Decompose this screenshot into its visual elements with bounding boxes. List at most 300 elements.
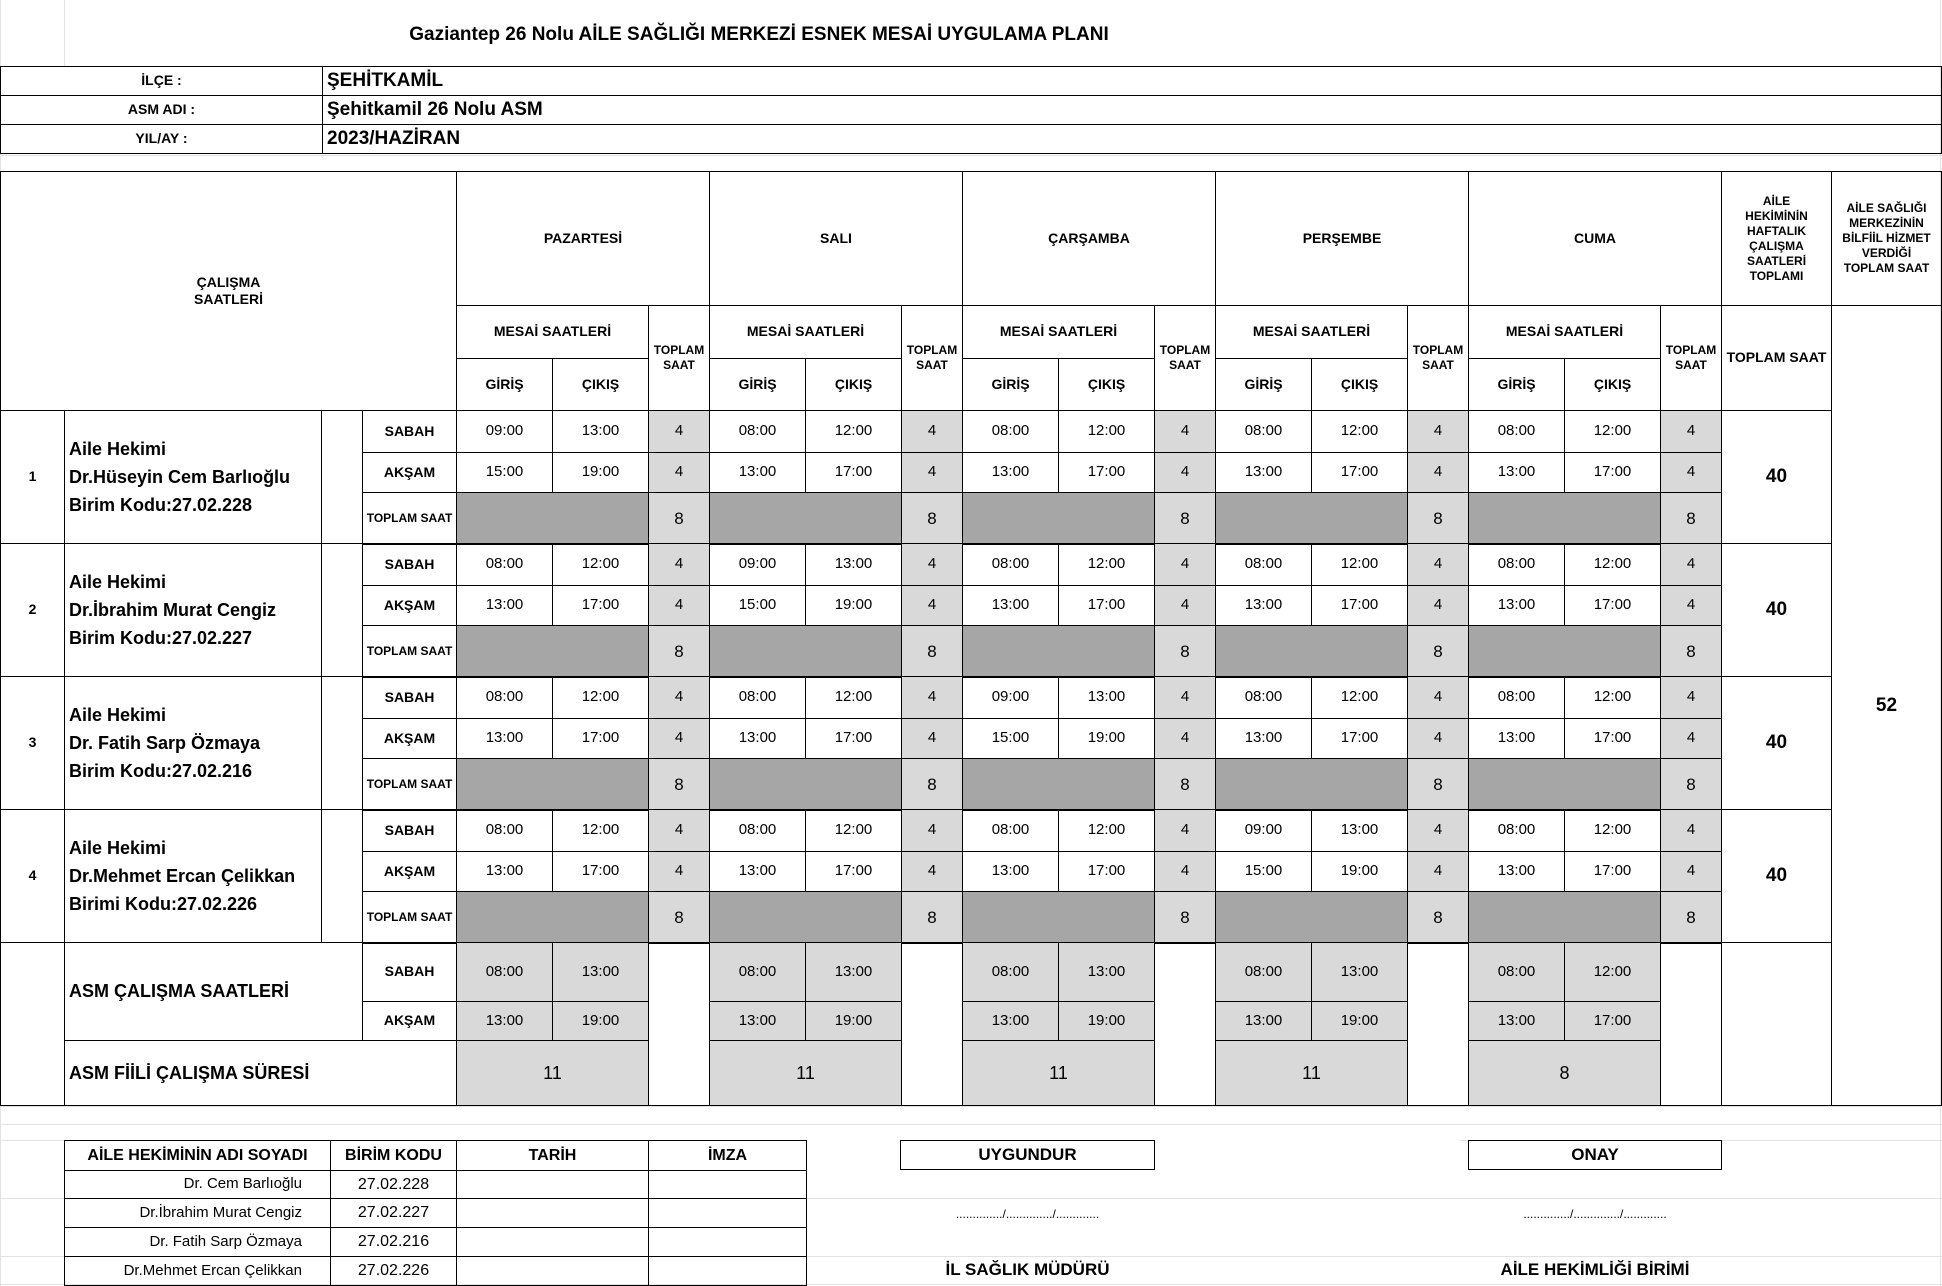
shaded-cell xyxy=(1468,891,1661,944)
day-total: 8 xyxy=(1407,891,1469,944)
calisma-saatleri-header: ÇALIŞMA SAATLERİ xyxy=(0,171,457,411)
time-out: 17:00 xyxy=(1311,452,1408,493)
empty-cell xyxy=(321,676,363,810)
gridline xyxy=(0,1124,1942,1125)
time-out: 12:00 xyxy=(552,676,649,719)
time-out: 13:00 xyxy=(1311,809,1408,852)
cikis-header: ÇIKIŞ xyxy=(1564,358,1661,411)
hours-total: 4 xyxy=(1407,809,1469,852)
signature-imza-cell[interactable] xyxy=(648,1170,807,1199)
day-total: 8 xyxy=(1660,625,1722,678)
mesai-saatleri-header: MESAİ SAATLERİ xyxy=(1468,305,1661,359)
day-total: 8 xyxy=(901,891,963,944)
toplam-saat-header: TOPLAM SAAT xyxy=(1407,305,1469,411)
giris-header: GİRİŞ xyxy=(456,358,553,411)
shaded-cell xyxy=(962,492,1155,545)
hours-total: 4 xyxy=(648,809,710,852)
gridline xyxy=(0,155,1942,156)
time-in: 13:00 xyxy=(709,851,806,892)
doctor-name: Dr.İbrahim Murat Cengiz xyxy=(69,600,277,620)
toplam-saat-label: TOPLAM SAAT xyxy=(362,758,457,811)
doctor-code: Birim Kodu:27.02.227 xyxy=(69,628,253,648)
shaded-cell xyxy=(456,891,649,944)
hours-total: 4 xyxy=(1660,718,1722,759)
hours-total: 4 xyxy=(1660,585,1722,626)
asm-total-value: 52 xyxy=(1831,305,1942,1106)
time-in: 08:00 xyxy=(1468,543,1565,586)
hours-total: 4 xyxy=(1660,452,1722,493)
mesai-saatleri-header: MESAİ SAATLERİ xyxy=(962,305,1155,359)
sabah-label: SABAH xyxy=(362,942,457,1002)
signature-doctor-name: Dr. Cem Barlıoğlu xyxy=(64,1170,331,1199)
aksam-label: AKŞAM xyxy=(362,452,457,493)
time-in: 08:00 xyxy=(709,809,806,852)
time-in: 08:00 xyxy=(1468,809,1565,852)
doctor-title: Aile Hekimi xyxy=(69,439,167,459)
onay-header: ONAY xyxy=(1468,1140,1722,1170)
doctor-number: 2 xyxy=(0,543,65,677)
il-saglik-muduru: İL SAĞLIK MÜDÜRÜ xyxy=(945,1260,1110,1280)
time-in: 13:00 xyxy=(1215,585,1312,626)
weekly-total-value: 40 xyxy=(1721,543,1832,677)
gridline xyxy=(0,1140,64,1141)
time-out: 12:00 xyxy=(805,676,902,719)
hours-total: 4 xyxy=(1660,410,1722,453)
time-out: 17:00 xyxy=(805,452,902,493)
aile-hekimligi-birimi: AİLE HEKİMLİĞİ BİRİMİ xyxy=(1500,1260,1690,1280)
time-in: 15:00 xyxy=(456,452,553,493)
time-out: 17:00 xyxy=(805,851,902,892)
shaded-cell xyxy=(456,625,649,678)
hours-total: 4 xyxy=(1660,809,1722,852)
time-in: 13:00 xyxy=(962,452,1059,493)
asm-time-out: 13:00 xyxy=(805,942,902,1002)
asm-time-out: 19:00 xyxy=(1058,1001,1155,1041)
asm-time-out: 13:00 xyxy=(1311,942,1408,1002)
time-in: 13:00 xyxy=(1468,585,1565,626)
day-header: PAZARTESİ xyxy=(456,171,710,306)
aksam-label: AKŞAM xyxy=(362,585,457,626)
time-in: 13:00 xyxy=(1468,718,1565,759)
empty-cell xyxy=(1407,942,1469,1106)
hours-total: 4 xyxy=(901,585,963,626)
time-out: 17:00 xyxy=(1058,851,1155,892)
asm-actual-value: 11 xyxy=(962,1040,1155,1106)
time-in: 15:00 xyxy=(962,718,1059,759)
doctor-info xyxy=(64,543,322,677)
asm-time-in: 08:00 xyxy=(1468,942,1565,1002)
aksam-label: AKŞAM xyxy=(362,1001,457,1041)
time-in: 13:00 xyxy=(1215,718,1312,759)
time-in: 08:00 xyxy=(1468,676,1565,719)
time-out: 12:00 xyxy=(1311,676,1408,719)
day-total: 8 xyxy=(1154,758,1216,811)
shaded-cell xyxy=(1468,492,1661,545)
empty-cell xyxy=(321,410,363,544)
sabah-label: SABAH xyxy=(362,410,457,453)
hours-total: 4 xyxy=(901,676,963,719)
hours-total: 4 xyxy=(1154,718,1216,759)
time-in: 08:00 xyxy=(962,543,1059,586)
time-out: 12:00 xyxy=(1058,410,1155,453)
shaded-cell xyxy=(962,758,1155,811)
hours-total: 4 xyxy=(1407,718,1469,759)
time-out: 17:00 xyxy=(1564,452,1661,493)
asm-time-out: 13:00 xyxy=(552,942,649,1002)
signature-date-cell[interactable] xyxy=(456,1256,649,1286)
info-value: Şehitkamil 26 Nolu ASM xyxy=(322,95,1942,125)
day-total: 8 xyxy=(1407,625,1469,678)
signature-imza-cell[interactable] xyxy=(648,1256,807,1286)
sabah-label: SABAH xyxy=(362,543,457,586)
hours-total: 4 xyxy=(1154,676,1216,719)
signature-header: TARİH xyxy=(456,1140,649,1171)
aksam-label: AKŞAM xyxy=(362,718,457,759)
shaded-cell xyxy=(709,891,902,944)
shaded-cell xyxy=(1215,492,1408,545)
day-header: PERŞEMBE xyxy=(1215,171,1469,306)
shaded-cell xyxy=(1215,625,1408,678)
sabah-label: SABAH xyxy=(362,676,457,719)
day-total: 8 xyxy=(1660,891,1722,944)
time-out: 12:00 xyxy=(805,809,902,852)
time-out: 17:00 xyxy=(1058,585,1155,626)
day-total: 8 xyxy=(648,891,710,944)
signature-date-cell[interactable] xyxy=(456,1170,649,1199)
onay-date-line: ............../............../............. xyxy=(1523,1206,1667,1221)
asm-actual-value: 11 xyxy=(709,1040,902,1106)
hours-total: 4 xyxy=(648,452,710,493)
time-out: 17:00 xyxy=(1564,585,1661,626)
mesai-saatleri-header: MESAİ SAATLERİ xyxy=(709,305,902,359)
time-in: 15:00 xyxy=(709,585,806,626)
day-total: 8 xyxy=(648,625,710,678)
time-in: 08:00 xyxy=(1215,676,1312,719)
shaded-cell xyxy=(962,891,1155,944)
time-out: 12:00 xyxy=(1311,543,1408,586)
asm-time-out: 19:00 xyxy=(552,1001,649,1041)
asm-fiili-label: ASM FİİLİ ÇALIŞMA SÜRESİ xyxy=(64,1040,457,1106)
time-in: 09:00 xyxy=(962,676,1059,719)
hours-total: 4 xyxy=(1660,676,1722,719)
hours-total: 4 xyxy=(648,410,710,453)
time-out: 17:00 xyxy=(552,718,649,759)
empty-cell xyxy=(1721,942,1832,1106)
time-out: 17:00 xyxy=(1564,718,1661,759)
doctor-name: Dr. Fatih Sarp Özmaya xyxy=(69,733,261,753)
info-value: 2023/HAZİRAN xyxy=(322,124,1942,154)
asm-time-in: 08:00 xyxy=(709,942,806,1002)
time-out: 13:00 xyxy=(552,410,649,453)
time-out: 12:00 xyxy=(552,543,649,586)
signature-birim-kodu: 27.02.216 xyxy=(330,1227,457,1257)
asm-time-in: 13:00 xyxy=(1215,1001,1312,1041)
day-total: 8 xyxy=(1407,492,1469,545)
asm-actual-value: 11 xyxy=(1215,1040,1408,1106)
empty-cell xyxy=(321,543,363,677)
doctor-title: Aile Hekimi xyxy=(69,705,167,725)
time-in: 15:00 xyxy=(1215,851,1312,892)
time-out: 19:00 xyxy=(552,452,649,493)
time-out: 19:00 xyxy=(1311,851,1408,892)
day-total: 8 xyxy=(648,492,710,545)
time-out: 13:00 xyxy=(805,543,902,586)
day-header: SALI xyxy=(709,171,963,306)
asm-time-in: 13:00 xyxy=(709,1001,806,1041)
asm-actual-value: 8 xyxy=(1468,1040,1661,1106)
toplam-saat-label: TOPLAM SAAT xyxy=(362,625,457,678)
time-out: 12:00 xyxy=(805,410,902,453)
day-total: 8 xyxy=(1154,492,1216,545)
hours-total: 4 xyxy=(648,676,710,719)
weekly-total-subheader: TOPLAM SAAT xyxy=(1721,305,1832,411)
day-total: 8 xyxy=(1154,891,1216,944)
asm-time-in: 08:00 xyxy=(1215,942,1312,1002)
asm-actual-value: 11 xyxy=(456,1040,649,1106)
toplam-saat-header: TOPLAM SAAT xyxy=(648,305,710,411)
time-out: 17:00 xyxy=(1311,718,1408,759)
time-in: 13:00 xyxy=(456,718,553,759)
day-header: ÇARŞAMBA xyxy=(962,171,1216,306)
hours-total: 4 xyxy=(1407,851,1469,892)
empty-cell xyxy=(321,809,363,943)
time-in: 13:00 xyxy=(709,452,806,493)
cikis-header: ÇIKIŞ xyxy=(1058,358,1155,411)
doctor-number: 1 xyxy=(0,410,65,544)
cikis-header: ÇIKIŞ xyxy=(1311,358,1408,411)
empty-cell xyxy=(0,942,65,1106)
hours-total: 4 xyxy=(648,585,710,626)
shaded-cell xyxy=(1215,891,1408,944)
signature-birim-kodu: 27.02.226 xyxy=(330,1256,457,1286)
hours-total: 4 xyxy=(1660,851,1722,892)
toplam-saat-header: TOPLAM SAAT xyxy=(901,305,963,411)
time-in: 08:00 xyxy=(1215,543,1312,586)
giris-header: GİRİŞ xyxy=(962,358,1059,411)
time-out: 12:00 xyxy=(1564,410,1661,453)
empty-cell xyxy=(1154,942,1216,1106)
time-in: 13:00 xyxy=(1468,452,1565,493)
toplam-saat-label: TOPLAM SAAT xyxy=(362,891,457,944)
signature-imza-cell[interactable] xyxy=(648,1198,807,1228)
hours-total: 4 xyxy=(901,718,963,759)
shaded-cell xyxy=(709,492,902,545)
time-out: 17:00 xyxy=(1058,452,1155,493)
hours-total: 4 xyxy=(901,452,963,493)
cikis-header: ÇIKIŞ xyxy=(552,358,649,411)
time-in: 08:00 xyxy=(456,676,553,719)
shaded-cell xyxy=(1468,758,1661,811)
time-in: 09:00 xyxy=(709,543,806,586)
shaded-cell xyxy=(456,758,649,811)
signature-doctor-name: Dr. Fatih Sarp Özmaya xyxy=(64,1227,331,1257)
info-label: YIL/AY : xyxy=(0,124,323,154)
doctor-name: Dr.Hüseyin Cem Barlıoğlu xyxy=(69,467,291,487)
time-out: 19:00 xyxy=(805,585,902,626)
time-out: 12:00 xyxy=(1058,543,1155,586)
time-out: 13:00 xyxy=(1058,676,1155,719)
time-in: 13:00 xyxy=(456,585,553,626)
hours-total: 4 xyxy=(648,718,710,759)
time-in: 08:00 xyxy=(456,809,553,852)
asm-time-out: 12:00 xyxy=(1564,942,1661,1002)
time-out: 12:00 xyxy=(1058,809,1155,852)
shaded-cell xyxy=(962,625,1155,678)
signature-date-cell[interactable] xyxy=(456,1227,649,1257)
hours-total: 4 xyxy=(1660,543,1722,586)
doctor-code: Birim Kodu:27.02.228 xyxy=(69,495,253,515)
signature-birim-kodu: 27.02.227 xyxy=(330,1198,457,1228)
time-in: 13:00 xyxy=(709,718,806,759)
time-in: 13:00 xyxy=(1215,452,1312,493)
time-in: 08:00 xyxy=(962,410,1059,453)
time-in: 08:00 xyxy=(962,809,1059,852)
shaded-cell xyxy=(1468,625,1661,678)
doctor-code: Birim Kodu:27.02.216 xyxy=(69,761,253,781)
doctor-code: Birimi Kodu:27.02.226 xyxy=(69,894,258,914)
asm-time-in: 13:00 xyxy=(1468,1001,1565,1041)
doctor-title: Aile Hekimi xyxy=(69,572,167,592)
aksam-label: AKŞAM xyxy=(362,851,457,892)
shaded-cell xyxy=(709,758,902,811)
asm-time-in: 08:00 xyxy=(962,942,1059,1002)
hours-total: 4 xyxy=(901,809,963,852)
shaded-cell xyxy=(1215,758,1408,811)
shaded-cell xyxy=(456,492,649,545)
time-in: 08:00 xyxy=(709,410,806,453)
asm-total-header: AİLE SAĞLIĞI MERKEZİNİN BİLFİİL HİZMET VERDİĞİ TOPLAM SAAT xyxy=(1831,171,1942,306)
asm-time-in: 13:00 xyxy=(456,1001,553,1041)
signature-header: İMZA xyxy=(648,1140,807,1171)
time-in: 13:00 xyxy=(962,585,1059,626)
time-in: 09:00 xyxy=(456,410,553,453)
info-value: ŞEHİTKAMİL xyxy=(322,66,1942,96)
hours-total: 4 xyxy=(901,410,963,453)
toplam-saat-header: TOPLAM SAAT xyxy=(1154,305,1216,411)
cikis-header: ÇIKIŞ xyxy=(805,358,902,411)
gridline xyxy=(0,1106,1942,1107)
hours-total: 4 xyxy=(648,851,710,892)
day-total: 8 xyxy=(1660,758,1722,811)
time-in: 08:00 xyxy=(1215,410,1312,453)
day-total: 8 xyxy=(1154,625,1216,678)
empty-cell xyxy=(1660,942,1722,1106)
uygundur-date-line: ............../............../............. xyxy=(955,1206,1100,1221)
time-in: 08:00 xyxy=(456,543,553,586)
signature-doctor-name: Dr.İbrahim Murat Cengiz xyxy=(64,1198,331,1228)
time-out: 12:00 xyxy=(552,809,649,852)
time-in: 13:00 xyxy=(1468,851,1565,892)
empty-cell xyxy=(648,942,710,1106)
hours-total: 4 xyxy=(1407,543,1469,586)
day-total: 8 xyxy=(901,625,963,678)
asm-calisma-label: ASM ÇALIŞMA SAATLERİ xyxy=(64,942,363,1041)
doctor-info xyxy=(64,676,322,810)
asm-time-out: 19:00 xyxy=(1311,1001,1408,1041)
giris-header: GİRİŞ xyxy=(1215,358,1312,411)
info-label: ASM ADI : xyxy=(0,95,323,125)
signature-imza-cell[interactable] xyxy=(648,1227,807,1257)
hours-total: 4 xyxy=(1154,585,1216,626)
day-total: 8 xyxy=(901,492,963,545)
asm-time-out: 13:00 xyxy=(1058,942,1155,1002)
time-out: 17:00 xyxy=(552,585,649,626)
weekly-total-header: AİLE HEKİMİNİN HAFTALIK ÇALIŞMA SAATLERİ TOPLAMI xyxy=(1721,171,1832,306)
time-out: 17:00 xyxy=(552,851,649,892)
day-header: CUMA xyxy=(1468,171,1722,306)
time-in: 13:00 xyxy=(456,851,553,892)
day-total: 8 xyxy=(1660,492,1722,545)
hours-total: 4 xyxy=(1154,410,1216,453)
hours-total: 4 xyxy=(1154,543,1216,586)
hours-total: 4 xyxy=(1407,452,1469,493)
doctor-name: Dr.Mehmet Ercan Çelikkan xyxy=(69,866,296,886)
hours-total: 4 xyxy=(1154,851,1216,892)
day-total: 8 xyxy=(901,758,963,811)
empty-cell xyxy=(901,942,963,1106)
time-out: 17:00 xyxy=(1564,851,1661,892)
document-title: Gaziantep 26 Nolu AİLE SAĞLIĞI MERKEZİ ESNEK MESAİ UYGULAMA PLANI xyxy=(409,24,1109,46)
day-total: 8 xyxy=(1407,758,1469,811)
hours-total: 4 xyxy=(1407,585,1469,626)
hours-total: 4 xyxy=(901,851,963,892)
sabah-label: SABAH xyxy=(362,809,457,852)
doctor-number: 4 xyxy=(0,809,65,943)
signature-header: BİRİM KODU xyxy=(330,1140,457,1171)
asm-time-out: 19:00 xyxy=(805,1001,902,1041)
giris-header: GİRİŞ xyxy=(1468,358,1565,411)
time-in: 08:00 xyxy=(1468,410,1565,453)
shaded-cell xyxy=(709,625,902,678)
time-out: 12:00 xyxy=(1564,676,1661,719)
asm-time-in: 08:00 xyxy=(456,942,553,1002)
time-in: 09:00 xyxy=(1215,809,1312,852)
signature-doctor-name: Dr.Mehmet Ercan Çelikkan xyxy=(64,1256,331,1286)
hours-total: 4 xyxy=(648,543,710,586)
doctor-number: 3 xyxy=(0,676,65,810)
time-out: 12:00 xyxy=(1564,809,1661,852)
hours-total: 4 xyxy=(1407,676,1469,719)
asm-time-out: 17:00 xyxy=(1564,1001,1661,1041)
time-out: 12:00 xyxy=(1311,410,1408,453)
time-out: 17:00 xyxy=(1311,585,1408,626)
hours-total: 4 xyxy=(1154,809,1216,852)
giris-header: GİRİŞ xyxy=(709,358,806,411)
toplam-saat-label: TOPLAM SAAT xyxy=(362,492,457,545)
weekly-total-value: 40 xyxy=(1721,410,1832,544)
asm-time-in: 13:00 xyxy=(962,1001,1059,1041)
hours-total: 4 xyxy=(901,543,963,586)
weekly-total-value: 40 xyxy=(1721,676,1832,810)
info-label: İLÇE : xyxy=(0,66,323,96)
signature-date-cell[interactable] xyxy=(456,1198,649,1228)
time-in: 13:00 xyxy=(962,851,1059,892)
weekly-total-value: 40 xyxy=(1721,809,1832,943)
toplam-saat-header: TOPLAM SAAT xyxy=(1660,305,1722,411)
uygundur-header: UYGUNDUR xyxy=(900,1140,1155,1170)
day-total: 8 xyxy=(648,758,710,811)
signature-header: AİLE HEKİMİNİN ADI SOYADI xyxy=(64,1140,331,1171)
hours-total: 4 xyxy=(1154,452,1216,493)
time-in: 08:00 xyxy=(709,676,806,719)
mesai-saatleri-header: MESAİ SAATLERİ xyxy=(1215,305,1408,359)
time-out: 12:00 xyxy=(1564,543,1661,586)
doctor-title: Aile Hekimi xyxy=(69,838,167,858)
doctor-info xyxy=(64,410,322,544)
time-out: 19:00 xyxy=(1058,718,1155,759)
hours-total: 4 xyxy=(1407,410,1469,453)
time-out: 17:00 xyxy=(805,718,902,759)
